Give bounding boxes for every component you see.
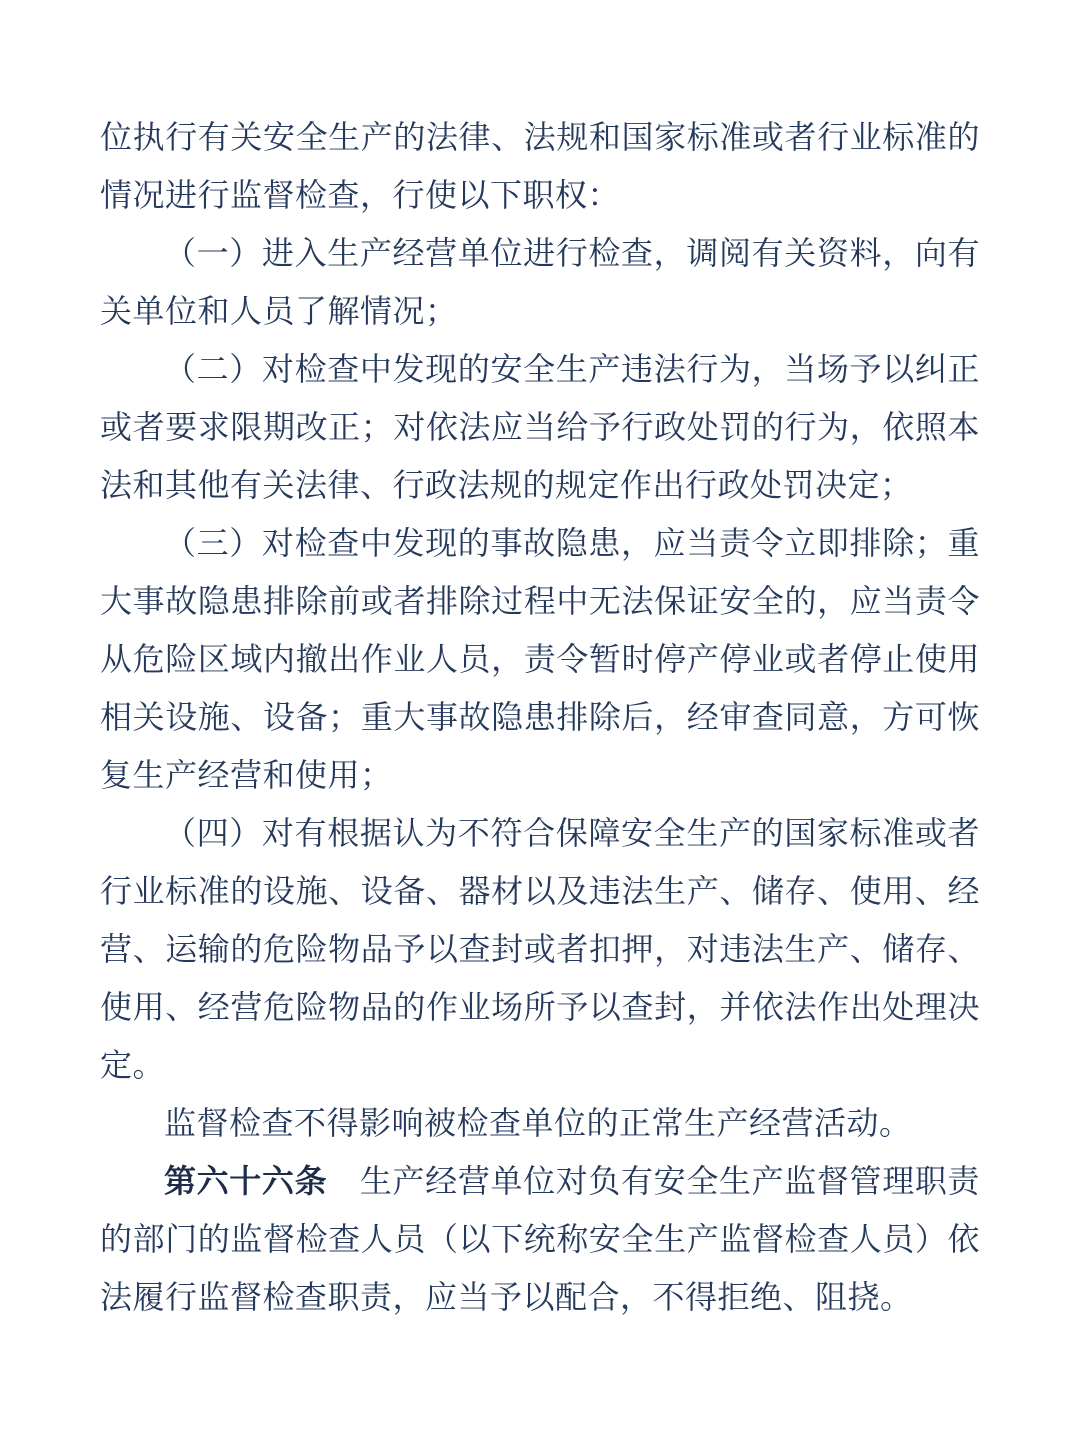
text-segment: （二）对检查中发现的安全生产违法行为，当场予以纠正或者要求限期改正；对依法应当给予行政处罚的行为，依照本法和其他有关法律、行政法规的规定作出行政处罚决定；: [100, 351, 980, 503]
paragraph: [100, 340, 980, 514]
text-segment: 生产经营单位对负有安全生产监督管理职责的部门的监督检查人员（以下统称安全生产监督检查人员）依法履行监督检查职责，应当予以配合，不得拒绝、阻挠。: [100, 1163, 980, 1315]
text-segment: （一）进入生产经营单位进行检查，调阅有关资料，向有关单位和人员了解情况；: [100, 235, 980, 329]
paragraph: [100, 1152, 980, 1326]
text-segment: 监督检查不得影响被检查单位的正常生产经营活动。: [164, 1105, 912, 1141]
text-segment: （四）对有根据认为不符合保障安全生产的国家标准或者行业标准的设施、设备、器材以及违法生产、储存、使用、经营、运输的危险物品予以查封或者扣押，对违法生产、储存、使用、经营危险物品的作业场所予以查封，并依法作出处理决定。: [100, 815, 980, 1083]
paragraph: [100, 224, 980, 340]
text-segment: 位执行有关安全生产的法律、法规和国家标准或者行业标准的情况进行监督检查，行使以下职权：: [100, 119, 980, 213]
text-segment: （三）对检查中发现的事故隐患，应当责令立即排除；重大事故隐患排除前或者排除过程中无法保证安全的，应当责令从危险区域内撤出作业人员，责令暂时停产停业或者停止使用相关设施、设备；重大事故隐患排除后，经审查同意，方可恢复生产经营和使用；: [100, 525, 980, 793]
paragraph: [100, 1094, 980, 1152]
paragraph: [100, 514, 980, 804]
paragraph: [100, 108, 980, 224]
article-number: 第六十六条: [164, 1163, 328, 1199]
paragraph: [100, 804, 980, 1094]
document-body: [100, 108, 980, 1326]
